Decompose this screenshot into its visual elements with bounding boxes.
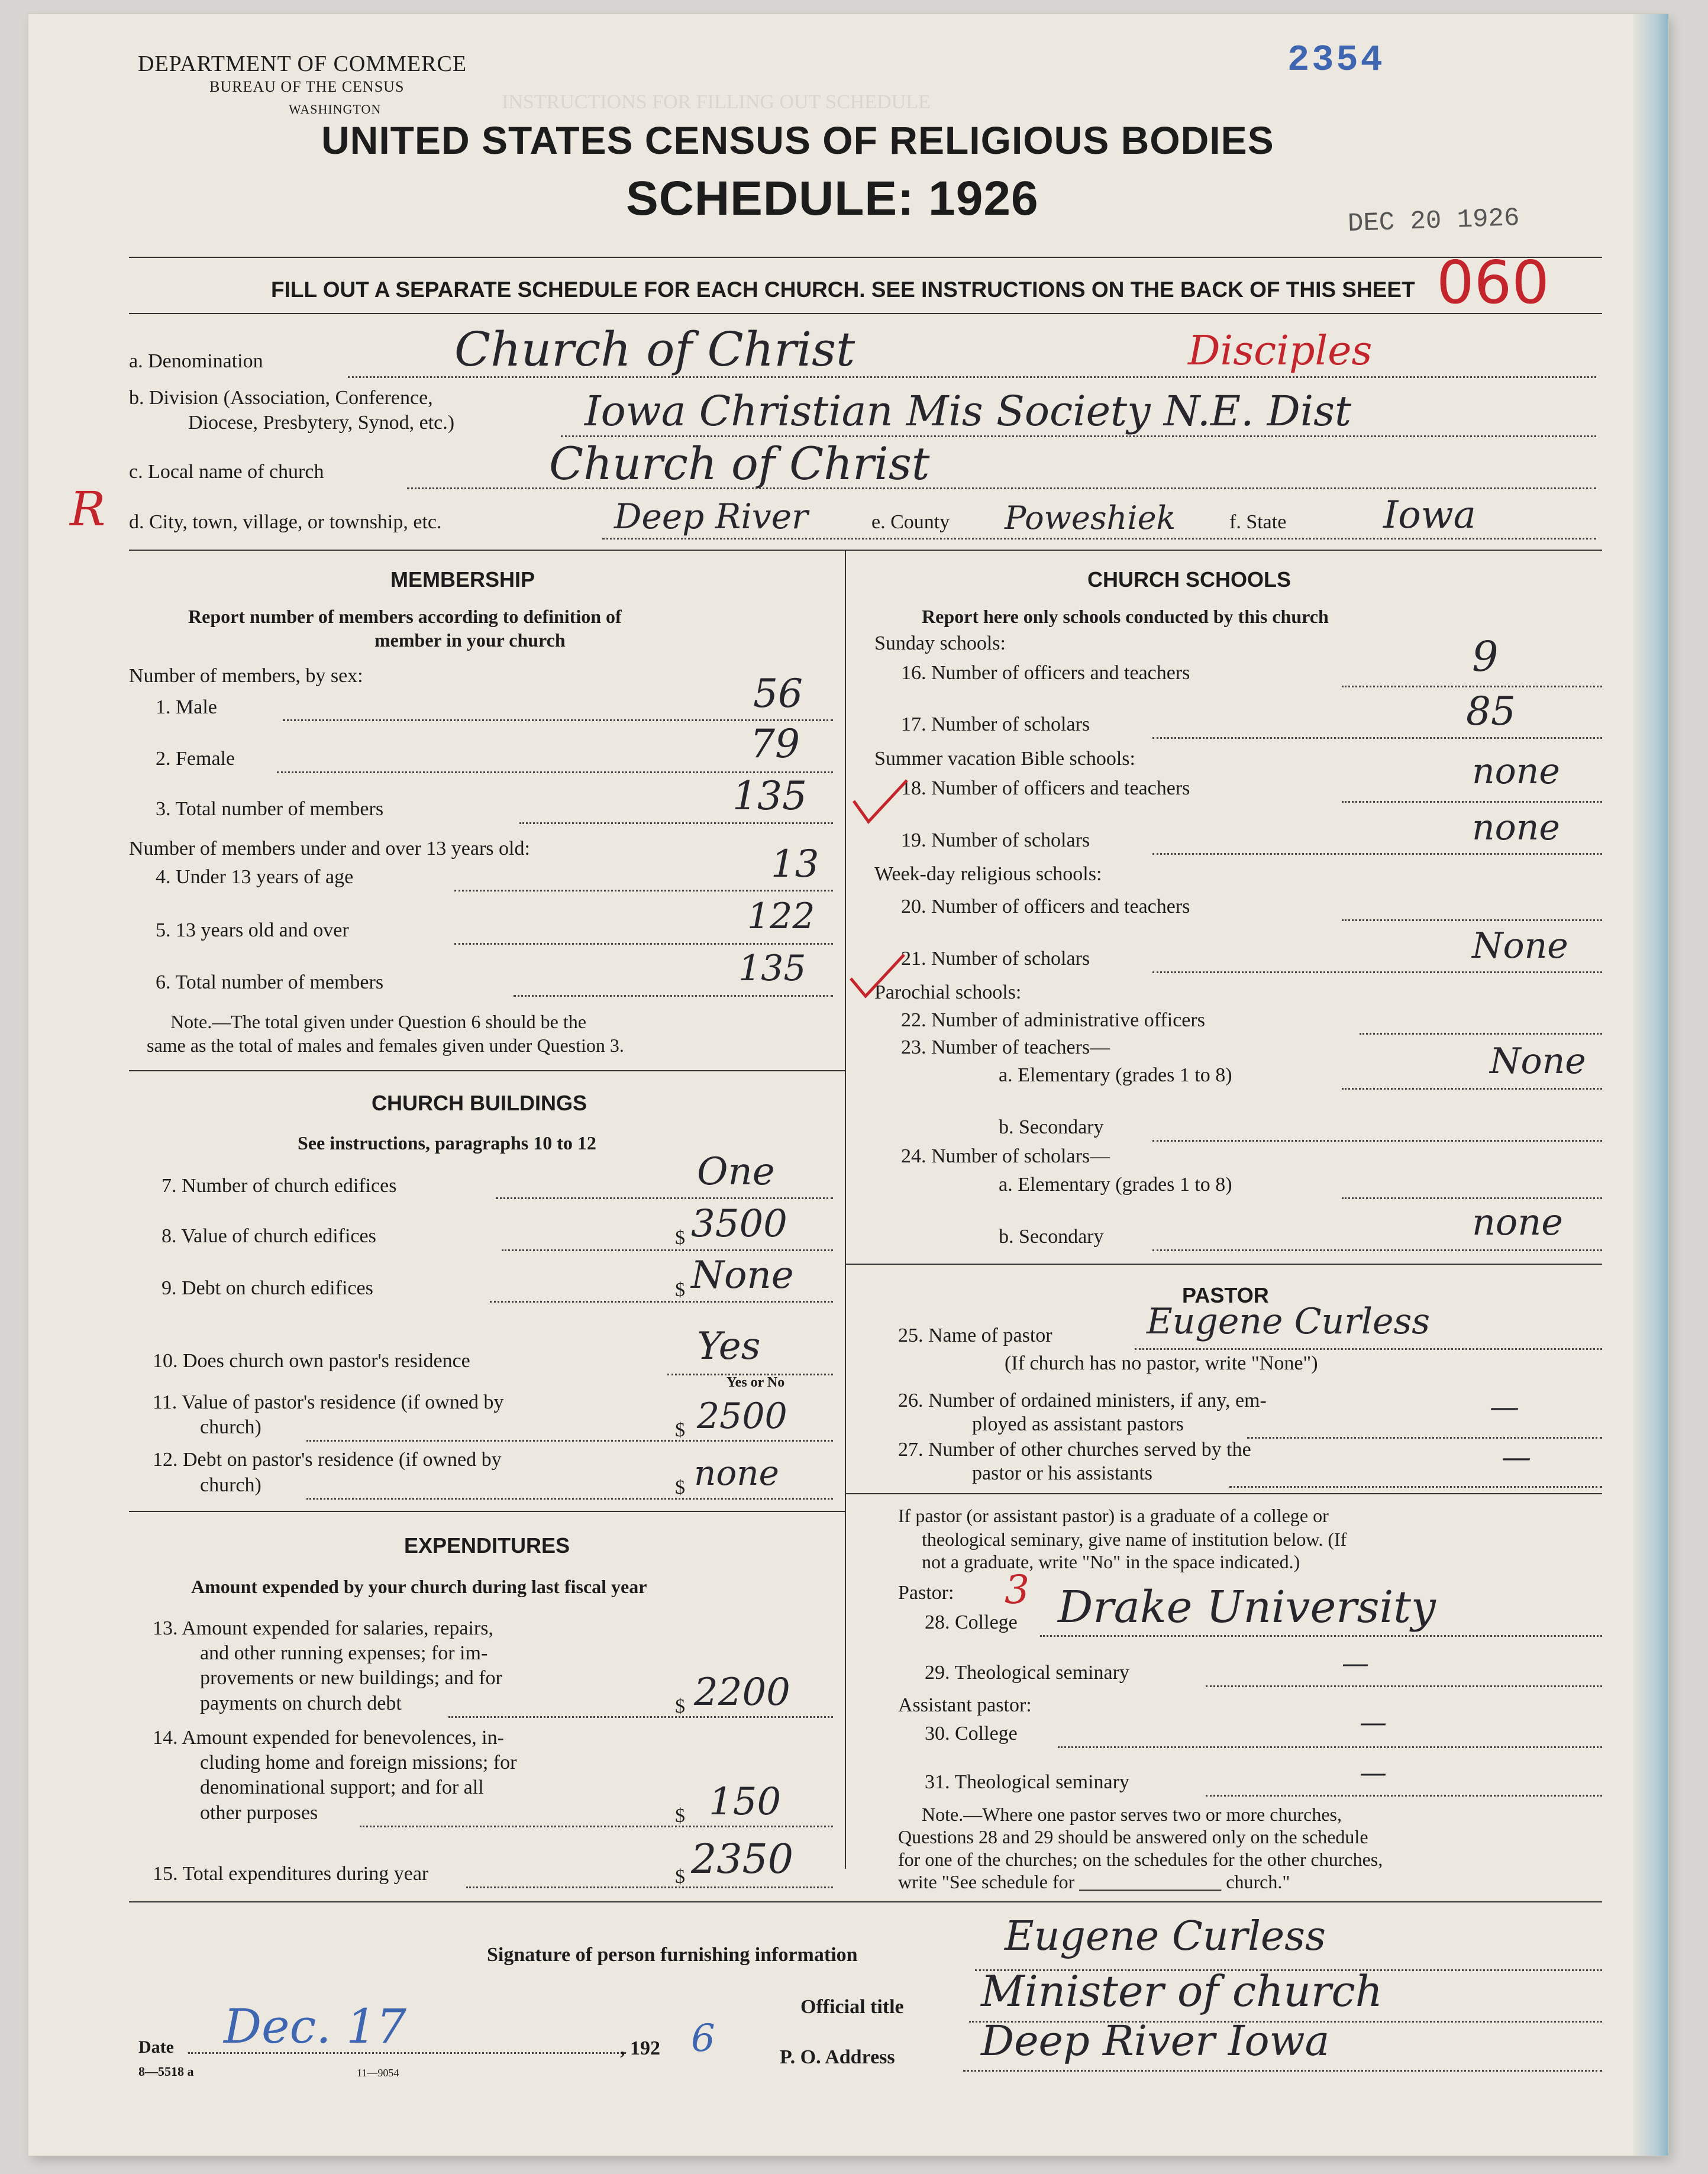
membership-note-1: Note.—The total given under Question 6 should be the bbox=[170, 1011, 586, 1032]
dollar-sign: $ bbox=[675, 1866, 685, 1888]
po-address-label: P. O. Address bbox=[780, 2046, 895, 2068]
fill-line bbox=[1152, 853, 1602, 855]
pastor-mark: 3 bbox=[1005, 1567, 1029, 1613]
q13-line-1: 13. Amount expended for salaries, repairs, bbox=[153, 1617, 493, 1639]
membership-heading: MEMBERSHIP bbox=[390, 567, 535, 592]
q15-label: 15. Total expenditures during year bbox=[153, 1863, 429, 1885]
fill-line bbox=[1206, 1795, 1602, 1797]
fill-line bbox=[519, 822, 833, 824]
graduate-instruction-3: not a graduate, write "No" in the space indicated.) bbox=[922, 1551, 1300, 1572]
graduate-instruction-1: If pastor (or assistant pastor) is a graduate of a college or bbox=[898, 1505, 1329, 1526]
fill-line bbox=[514, 995, 833, 997]
q8-label: 8. Value of church edifices bbox=[162, 1225, 376, 1247]
dollar-sign: $ bbox=[675, 1695, 685, 1717]
q21-label: 21. Number of scholars bbox=[901, 948, 1090, 970]
q24b-label: b. Secondary bbox=[999, 1226, 1104, 1248]
pastor-heading: PASTOR bbox=[1182, 1283, 1269, 1307]
q14-line-3: denominational support; and for all bbox=[200, 1776, 484, 1798]
q28-value[interactable]: Drake University bbox=[1058, 1582, 1436, 1633]
fill-line bbox=[1152, 737, 1602, 739]
fill-line bbox=[1342, 686, 1602, 687]
q22-label: 22. Number of administrative officers bbox=[901, 1009, 1205, 1031]
q16-value[interactable]: 9 bbox=[1472, 632, 1499, 681]
rule bbox=[129, 313, 1602, 314]
q27-line-1: 27. Number of other churches served by the bbox=[898, 1439, 1251, 1461]
print-code-2: 11—9054 bbox=[357, 2067, 399, 2079]
fill-line bbox=[490, 1301, 833, 1303]
state-value[interactable]: Iowa bbox=[1383, 493, 1476, 537]
fill-line bbox=[502, 1249, 833, 1251]
division-value[interactable]: Iowa Christian Mis Society N.E. Dist bbox=[585, 387, 1352, 435]
q2-label: 2. Female bbox=[156, 748, 235, 770]
pastor-note-3: for one of the churches; on the schedules for the other churches, bbox=[898, 1849, 1383, 1870]
census-schedule-form bbox=[28, 14, 1668, 2156]
year-value[interactable]: 6 bbox=[691, 2017, 715, 2060]
fill-line bbox=[1229, 1486, 1602, 1488]
assistant-pastor-label: Assistant pastor: bbox=[898, 1694, 1032, 1716]
q25-value[interactable]: Eugene Curless bbox=[1147, 1301, 1431, 1342]
q23b-label: b. Secondary bbox=[999, 1116, 1104, 1138]
q1-value[interactable]: 56 bbox=[753, 671, 803, 716]
q29-label: 29. Theological seminary bbox=[925, 1662, 1129, 1684]
by-age-label: Number of members under and over 13 years old: bbox=[129, 838, 530, 860]
q4-value[interactable]: 13 bbox=[771, 842, 819, 886]
fill-line bbox=[1206, 1685, 1602, 1687]
q13-line-2: and other running expenses; for im- bbox=[200, 1642, 488, 1664]
q19-label: 19. Number of scholars bbox=[901, 829, 1090, 851]
state-label: f. State bbox=[1229, 511, 1287, 533]
pastor-label: Pastor: bbox=[898, 1582, 954, 1604]
local-name-value[interactable]: Church of Christ bbox=[549, 437, 930, 490]
schedule-year: SCHEDULE: 1926 bbox=[626, 172, 1039, 225]
county-label: e. County bbox=[871, 511, 950, 533]
department-name: DEPARTMENT OF COMMERCE bbox=[138, 51, 467, 76]
buildings-heading: CHURCH BUILDINGS bbox=[372, 1091, 587, 1115]
q27-value[interactable]: — bbox=[1502, 1440, 1531, 1474]
fill-line bbox=[1152, 1249, 1602, 1251]
rule bbox=[129, 550, 1602, 551]
fill-line bbox=[1342, 801, 1602, 803]
q14-line-1: 14. Amount expended for benevolences, in- bbox=[153, 1727, 504, 1749]
signature-label: Signature of person furnishing information bbox=[487, 1944, 858, 1966]
division-label-line2: Diocese, Presbytery, Synod, etc.) bbox=[188, 412, 455, 434]
q11-label-2: church) bbox=[200, 1416, 261, 1438]
q20-label: 20. Number of officers and teachers bbox=[901, 896, 1190, 918]
fill-line bbox=[454, 943, 833, 945]
q5-label: 5. 13 years old and over bbox=[156, 919, 349, 941]
q12-value[interactable]: none bbox=[694, 1453, 779, 1493]
dollar-sign: $ bbox=[675, 1805, 685, 1827]
q10-value[interactable]: Yes bbox=[697, 1325, 761, 1368]
rule bbox=[129, 1901, 1602, 1902]
q11-value[interactable]: 2500 bbox=[697, 1396, 787, 1437]
dollar-sign: $ bbox=[675, 1227, 685, 1249]
q23a-value[interactable]: None bbox=[1490, 1041, 1586, 1082]
fill-line bbox=[1152, 971, 1602, 973]
q30-label: 30. College bbox=[925, 1723, 1018, 1745]
fill-line bbox=[466, 1886, 833, 1888]
q4-label: 4. Under 13 years of age bbox=[156, 866, 354, 888]
fill-line bbox=[188, 2052, 626, 2054]
membership-intro-2: member in your church bbox=[374, 629, 566, 651]
column-divider bbox=[845, 550, 846, 1869]
date-label: Date bbox=[138, 2037, 174, 2057]
q30-value[interactable]: — bbox=[1360, 1706, 1387, 1738]
local-name-label: c. Local name of church bbox=[129, 461, 324, 483]
q17-value[interactable]: 85 bbox=[1466, 689, 1516, 734]
q7-value[interactable]: One bbox=[697, 1150, 775, 1194]
q9-value[interactable]: None bbox=[691, 1254, 794, 1297]
red-checkmark-icon bbox=[845, 949, 910, 1002]
q12-label-2: church) bbox=[200, 1474, 261, 1496]
paper-edge bbox=[1633, 14, 1668, 2156]
rule bbox=[845, 1493, 1602, 1494]
bureau-name: BUREAU OF THE CENSUS bbox=[209, 78, 405, 95]
dollar-sign: $ bbox=[675, 1279, 685, 1301]
q12-label-1: 12. Debt on pastor's residence (if owned by bbox=[153, 1449, 502, 1471]
denomination-value[interactable]: Church of Christ bbox=[454, 322, 855, 377]
q16-label: 16. Number of officers and teachers bbox=[901, 662, 1190, 684]
weekday-schools-label: Week-day religious schools: bbox=[874, 863, 1102, 885]
pastor-note-2: Questions 28 and 29 should be answered only on the schedule bbox=[898, 1826, 1368, 1847]
summer-schools-label: Summer vacation Bible schools: bbox=[874, 748, 1135, 770]
q24a-label: a. Elementary (grades 1 to 8) bbox=[999, 1174, 1232, 1196]
division-label-line1: b. Division (Association, Conference, bbox=[129, 387, 433, 409]
q26-line-1: 26. Number of ordained ministers, if any, em- bbox=[898, 1390, 1267, 1411]
date-value[interactable]: Dec. 17 bbox=[224, 1999, 406, 2054]
buildings-intro: See instructions, paragraphs 10 to 12 bbox=[298, 1132, 596, 1154]
rule bbox=[845, 1264, 1602, 1265]
q11-label-1: 11. Value of pastor's residence (if owned by bbox=[153, 1391, 504, 1413]
q3-label: 3. Total number of members bbox=[156, 798, 384, 820]
fill-line bbox=[1342, 919, 1602, 921]
fill-line bbox=[360, 1826, 833, 1827]
official-title-label: Official title bbox=[800, 1996, 904, 2018]
q5-value[interactable]: 122 bbox=[747, 896, 815, 937]
q29-value[interactable]: — bbox=[1342, 1647, 1369, 1679]
q25-label: 25. Name of pastor bbox=[898, 1325, 1052, 1346]
q26-line-2: ployed as assistant pastors bbox=[972, 1413, 1184, 1435]
bleed-through-heading: INSTRUCTIONS FOR FILLING OUT SCHEDULE bbox=[502, 91, 931, 113]
pastor-note-4: write "See schedule for _______________ church." bbox=[898, 1871, 1290, 1892]
q2-value[interactable]: 79 bbox=[750, 721, 800, 767]
q18-label: 18. Number of officers and teachers bbox=[901, 777, 1190, 799]
city-label: d. City, town, village, or township, etc. bbox=[129, 511, 442, 533]
rule bbox=[129, 1070, 845, 1071]
fill-line bbox=[306, 1440, 833, 1442]
q6-value[interactable]: 135 bbox=[738, 948, 806, 989]
q17-label: 17. Number of scholars bbox=[901, 713, 1090, 735]
yes-or-no-hint: Yes or No bbox=[727, 1375, 785, 1390]
dollar-sign: $ bbox=[675, 1477, 685, 1498]
fill-line bbox=[1135, 1348, 1602, 1350]
q14-line-2: cluding home and foreign missions; for bbox=[200, 1752, 517, 1774]
form-title: UNITED STATES CENSUS OF RELIGIOUS BODIES bbox=[321, 118, 1274, 162]
q31-label: 31. Theological seminary bbox=[925, 1771, 1129, 1793]
q10-label: 10. Does church own pastor's residence bbox=[153, 1350, 470, 1372]
q19-value[interactable]: none bbox=[1472, 807, 1560, 848]
expenditures-intro: Amount expended by your church during last fiscal year bbox=[191, 1576, 647, 1597]
fill-line bbox=[1152, 1140, 1602, 1142]
fill-line bbox=[454, 890, 833, 891]
fill-line bbox=[448, 1716, 833, 1718]
membership-note-2: same as the total of males and females given under Question 3. bbox=[147, 1035, 624, 1056]
county-value[interactable]: Poweshiek bbox=[1005, 499, 1176, 537]
q13-value[interactable]: 2200 bbox=[694, 1671, 790, 1714]
membership-intro-1: Report number of members according to definition of bbox=[188, 606, 622, 627]
q1-label: 1. Male bbox=[156, 696, 217, 718]
fill-line bbox=[1040, 1635, 1602, 1637]
q23-label: 23. Number of teachers— bbox=[901, 1036, 1110, 1058]
fill-line bbox=[496, 1197, 833, 1199]
q7-label: 7. Number of church edifices bbox=[162, 1175, 397, 1197]
po-address-value[interactable]: Deep River Iowa bbox=[981, 2017, 1330, 2065]
q24-label: 24. Number of scholars— bbox=[901, 1145, 1110, 1167]
q15-value[interactable]: 2350 bbox=[691, 1836, 794, 1883]
q9-label: 9. Debt on church edifices bbox=[162, 1277, 373, 1299]
q21-value[interactable]: None bbox=[1472, 925, 1568, 967]
red-code-mark: 060 bbox=[1436, 248, 1549, 317]
q27-line-2: pastor or his assistants bbox=[972, 1462, 1153, 1484]
instruction-line: FILL OUT A SEPARATE SCHEDULE FOR EACH CHURCH. SEE INSTRUCTIONS ON THE BACK OF THIS SHEET bbox=[271, 277, 1415, 302]
q25-note: (If church has no pastor, write "None") bbox=[1005, 1352, 1318, 1374]
fill-line bbox=[1058, 1746, 1602, 1748]
print-code-1: 8—5518 a bbox=[138, 2064, 194, 2079]
fill-line bbox=[1247, 1437, 1602, 1439]
parochial-schools-label: Parochial schools: bbox=[874, 981, 1022, 1003]
year-prefix: , 192 bbox=[620, 2037, 660, 2059]
q24b-value[interactable]: none bbox=[1472, 1200, 1563, 1243]
denomination-label: a. Denomination bbox=[129, 350, 263, 372]
expenditures-heading: EXPENDITURES bbox=[404, 1533, 570, 1558]
sunday-schools-label: Sunday schools: bbox=[874, 632, 1006, 654]
q26-value[interactable]: — bbox=[1490, 1390, 1519, 1424]
fill-line bbox=[407, 487, 1596, 489]
rule bbox=[129, 1511, 845, 1512]
q18-value[interactable]: none bbox=[1472, 751, 1560, 792]
q8-value[interactable]: 3500 bbox=[691, 1202, 787, 1246]
city-name: WASHINGTON bbox=[289, 102, 382, 117]
pastor-note-1: Note.—Where one pastor serves two or more churches, bbox=[922, 1804, 1342, 1825]
fill-line bbox=[602, 538, 1596, 540]
fill-line bbox=[963, 2070, 1602, 2072]
signature-value[interactable]: Eugene Curless bbox=[1005, 1913, 1326, 1960]
fill-line bbox=[1342, 1088, 1602, 1090]
fill-line bbox=[306, 1498, 833, 1500]
red-checkmark-icon bbox=[851, 777, 910, 831]
form-number-stamp: 2354 bbox=[1287, 39, 1385, 81]
q31-value[interactable]: — bbox=[1360, 1756, 1387, 1788]
q13-line-3: provements or new buildings; and for bbox=[200, 1667, 502, 1689]
city-value[interactable]: Deep River bbox=[614, 496, 808, 537]
margin-mark: R bbox=[70, 482, 106, 537]
q14-line-4: other purposes bbox=[200, 1802, 318, 1824]
fill-line bbox=[1360, 1033, 1602, 1035]
schools-heading: CHURCH SCHOOLS bbox=[1087, 567, 1292, 592]
q6-label: 6. Total number of members bbox=[156, 971, 384, 993]
fill-line bbox=[1342, 1197, 1602, 1199]
q13-line-4: payments on church debt bbox=[200, 1692, 402, 1714]
dollar-sign: $ bbox=[675, 1419, 685, 1441]
rule bbox=[129, 257, 1602, 258]
by-sex-label: Number of members, by sex: bbox=[129, 665, 363, 687]
q3-value[interactable]: 135 bbox=[732, 773, 807, 819]
denomination-note: Disciples bbox=[1188, 328, 1373, 374]
graduate-instruction-2: theological seminary, give name of institution below. (If bbox=[922, 1529, 1347, 1550]
q14-value[interactable]: 150 bbox=[709, 1780, 782, 1824]
received-date-stamp: DEC 20 1926 bbox=[1347, 203, 1520, 240]
official-title-value[interactable]: Minister of church bbox=[981, 1966, 1383, 2016]
q23a-label: a. Elementary (grades 1 to 8) bbox=[999, 1064, 1232, 1086]
schools-intro: Report here only schools conducted by this church bbox=[922, 606, 1329, 627]
fill-line bbox=[348, 376, 1596, 378]
q28-label: 28. College bbox=[925, 1611, 1018, 1633]
